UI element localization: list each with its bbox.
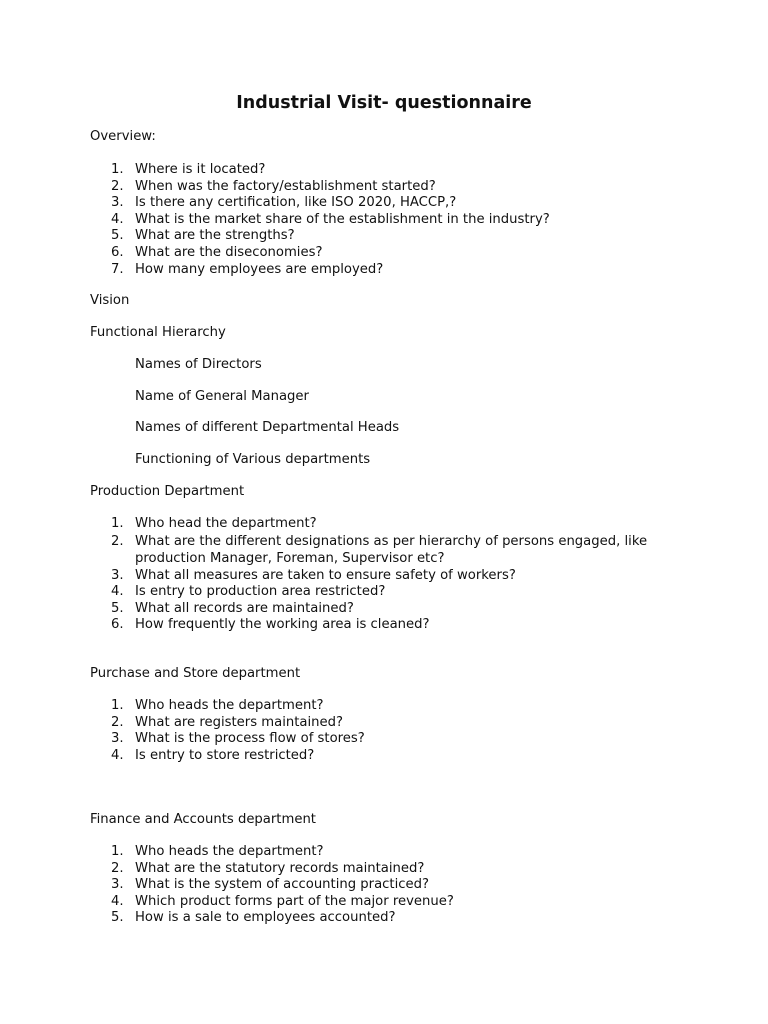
list-item: 3. Is there any certification, like ISO 2020, HACCP,?: [111, 195, 457, 211]
list-item: 6. What are the diseconomies?: [111, 244, 323, 260]
production-heading: Production Department: [90, 484, 245, 499]
list-item: 1. Who heads the department?: [111, 844, 324, 859]
hierarchy-item: Names of Directors: [135, 357, 262, 372]
hierarchy-item: Name of General Manager: [135, 389, 309, 404]
list-item: 5. What are the strengths?: [111, 228, 295, 244]
list-item: 4. Which product forms part of the major revenue?: [111, 893, 454, 909]
finance-list-wrap: [90, 844, 710, 927]
overview-list-wrap: [90, 162, 710, 278]
production-list-wrap: [90, 516, 690, 634]
finance-heading: Finance and Accounts department: [90, 812, 316, 827]
list-item: 7. How many employees are employed?: [111, 261, 384, 277]
overview-list: [90, 162, 710, 278]
list-item: 2. What are the statutory records maintained?: [111, 860, 425, 876]
list-item: 2. What are the different designations as per hierarchy of persons engaged, like production Manager, Foreman, Supervisor etc?: [111, 533, 648, 567]
list-item: 5. What all records are maintained?: [111, 600, 354, 616]
list-item: 1. Where is it located?: [111, 162, 266, 177]
list-item: 4. What is the market share of the establishment in the industry?: [111, 211, 550, 227]
list-item: 5. How is a sale to employees accounted?: [111, 910, 396, 926]
list-item: 1. Who head the department?: [111, 516, 317, 531]
vision-section: [90, 293, 710, 310]
production-list: [90, 516, 690, 634]
document-title: Industrial Visit- questionnaire: [236, 93, 532, 113]
finance-list: [90, 844, 710, 927]
overview-section: [90, 129, 710, 146]
hierarchy-item: Names of different Departmental Heads: [135, 420, 400, 435]
list-item: 3. What is the system of accounting practiced?: [111, 877, 429, 893]
hierarchy-item: Functioning of Various departments: [135, 452, 371, 467]
finance-section: [90, 812, 710, 829]
list-item: 4. Is entry to store restricted?: [111, 747, 315, 763]
vision-heading: Vision: [90, 293, 130, 308]
purchase-heading: Purchase and Store department: [90, 666, 301, 681]
list-item: 4. Is entry to production area restricted?: [111, 584, 386, 600]
list-item: 3. What is the process flow of stores?: [111, 731, 365, 747]
production-section: [90, 484, 710, 501]
overview-heading: Overview:: [90, 129, 156, 144]
hierarchy-section: [90, 325, 710, 342]
list-item: 6. How frequently the working area is cleaned?: [111, 617, 430, 633]
list-item: 3. What all measures are taken to ensure safety of workers?: [111, 567, 516, 583]
list-item: 2. What are registers maintained?: [111, 714, 343, 730]
list-item: 1. Who heads the department?: [111, 698, 324, 713]
purchase-list-wrap: [90, 698, 710, 764]
purchase-section: [90, 666, 710, 683]
list-item: 2. When was the factory/establishment started?: [111, 178, 436, 194]
hierarchy-heading: Functional Hierarchy: [90, 325, 226, 340]
purchase-list: [90, 698, 710, 764]
